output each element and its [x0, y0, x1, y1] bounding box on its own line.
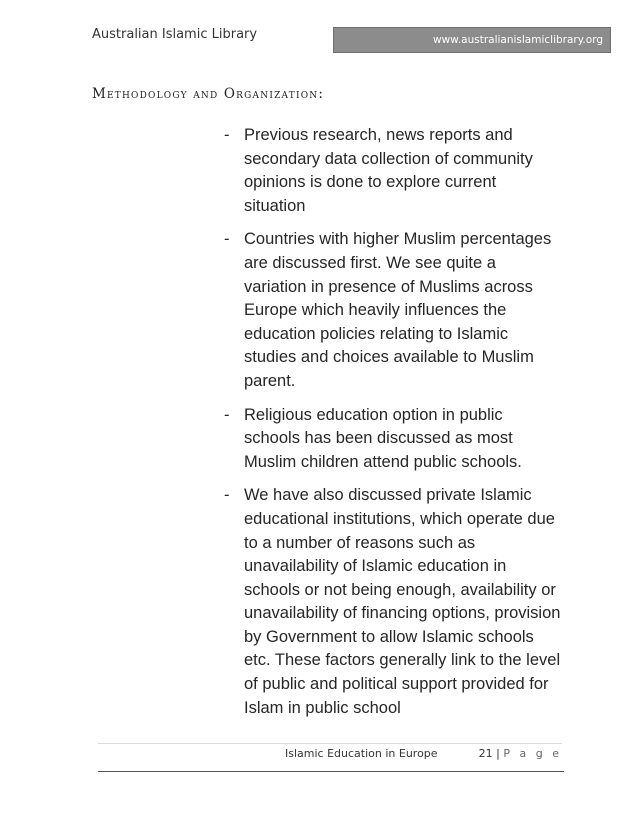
- page-number: 21: [478, 747, 493, 760]
- bullet-text: We have also discussed private Islamic educational institutions, which operate due to a number of reasons such as unavailability of Islamic education in schools or not being enough, availability or unavailability of financing options, provision by Government to allow Islamic schools etc. These factors generally link to the level of public and political support provided for Islam in public school: [244, 486, 561, 717]
- bullet-dash: -: [224, 126, 230, 144]
- bullet-dash: -: [224, 486, 230, 505]
- bullet-dash: -: [224, 405, 230, 424]
- bullet-item-private-institutions: [224, 484, 562, 720]
- header-website-url[interactable]: www.australianislamiclibrary.org: [333, 27, 611, 53]
- section-heading: Methodology and Organization:: [92, 86, 325, 102]
- bullet-text: Previous research, news reports and secondary data collection of community opinions is done to explore current situation: [244, 126, 533, 215]
- bullet-text: Religious education option in public schools has been discussed as most Muslim children attend public schools.: [244, 405, 522, 471]
- page-word: P a g e: [503, 747, 562, 760]
- bullet-item-research: [224, 124, 562, 218]
- footer-divider-top: [98, 743, 562, 744]
- header-library-name: Australian Islamic Library: [92, 27, 258, 42]
- page-separator: |: [496, 747, 500, 760]
- footer-page-number: [479, 747, 562, 760]
- bullet-item-countries: [224, 228, 562, 393]
- bullet-text: Countries with higher Muslim percentages are discussed first. We see quite a variation in presence of Muslims across Europe which heavily influences the education policies relating to Islamic studies and choices available to Muslim parent.: [244, 230, 552, 390]
- bullet-dash: -: [224, 230, 230, 249]
- footer-divider-bottom: [98, 771, 564, 772]
- footer-document-title: Islamic Education in Europe: [285, 747, 438, 760]
- bullet-list: [224, 124, 562, 720]
- bullet-item-religious-education: [224, 404, 562, 475]
